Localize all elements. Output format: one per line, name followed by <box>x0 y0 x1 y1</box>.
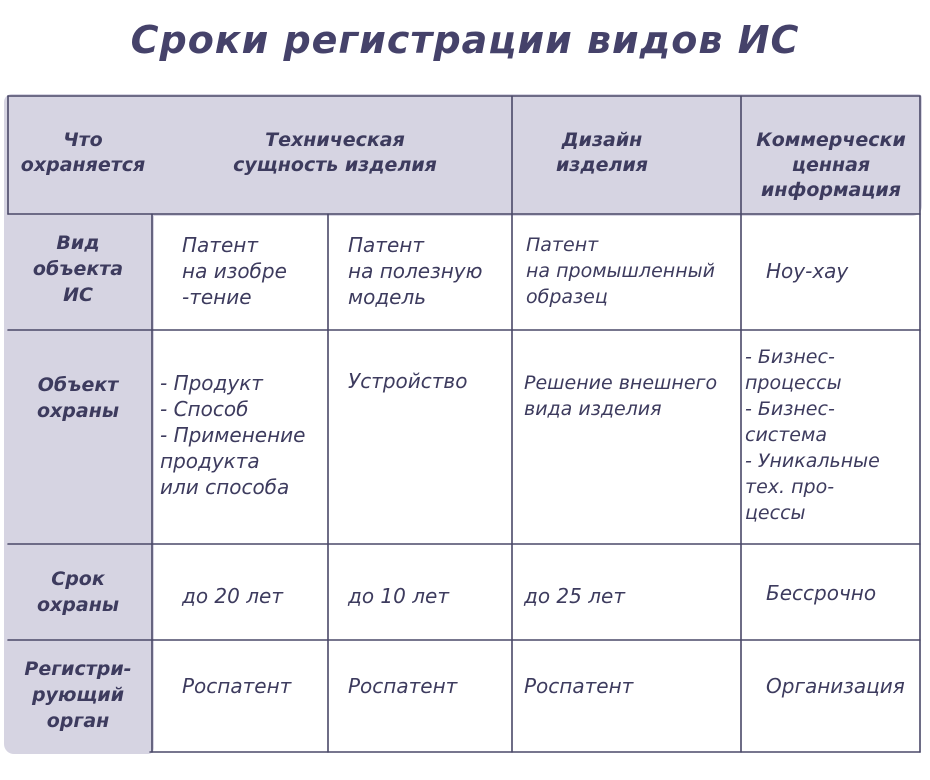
cell-term-design: до 25 лет <box>524 584 625 608</box>
row-label-term: Срок охраны <box>36 568 120 616</box>
cell-authority-invention: Роспатент <box>182 674 292 698</box>
cell-term-commercial: Бессрочно <box>766 581 877 605</box>
cell-term-invention: до 20 лет <box>182 584 283 608</box>
header-commercial: Коммерчески ценная информация <box>756 129 906 201</box>
header-corner: Что охраняется <box>20 129 146 176</box>
cell-object-utility: Устройство <box>348 369 468 393</box>
cell-term-utility: до 10 лет <box>348 584 449 608</box>
cell-authority-utility: Роспатент <box>348 674 458 698</box>
header-technical: Техническая сущность изделия <box>233 129 437 176</box>
cell-object-commercial: - Бизнес- процессы - Бизнес- система - Уникальные тех. про- цессы <box>745 346 880 524</box>
cell-type-utility: Патент на полезную модель <box>348 233 483 309</box>
cell-object-invention: - Продукт - Способ - Применение продукта или способа <box>160 371 306 499</box>
page-title: Сроки регистрации видов ИС <box>130 18 800 62</box>
row-label-authority: Регистри- рующий орган <box>24 658 132 732</box>
row-label-object: Объект охраны <box>36 374 120 422</box>
cell-type-commercial: Ноу-хау <box>766 259 849 283</box>
cell-type-design: Патент на промышленный образец <box>526 234 715 308</box>
cell-type-invention: Патент на изобре -тение <box>182 233 287 309</box>
cell-authority-commercial: Организация <box>766 674 905 698</box>
row-label-type: Вид объекта ИС <box>32 232 124 306</box>
header-design: Дизайн изделия <box>555 129 648 176</box>
cell-authority-design: Роспатент <box>524 674 634 698</box>
cell-object-design: Решение внешнего вида изделия <box>524 372 718 420</box>
